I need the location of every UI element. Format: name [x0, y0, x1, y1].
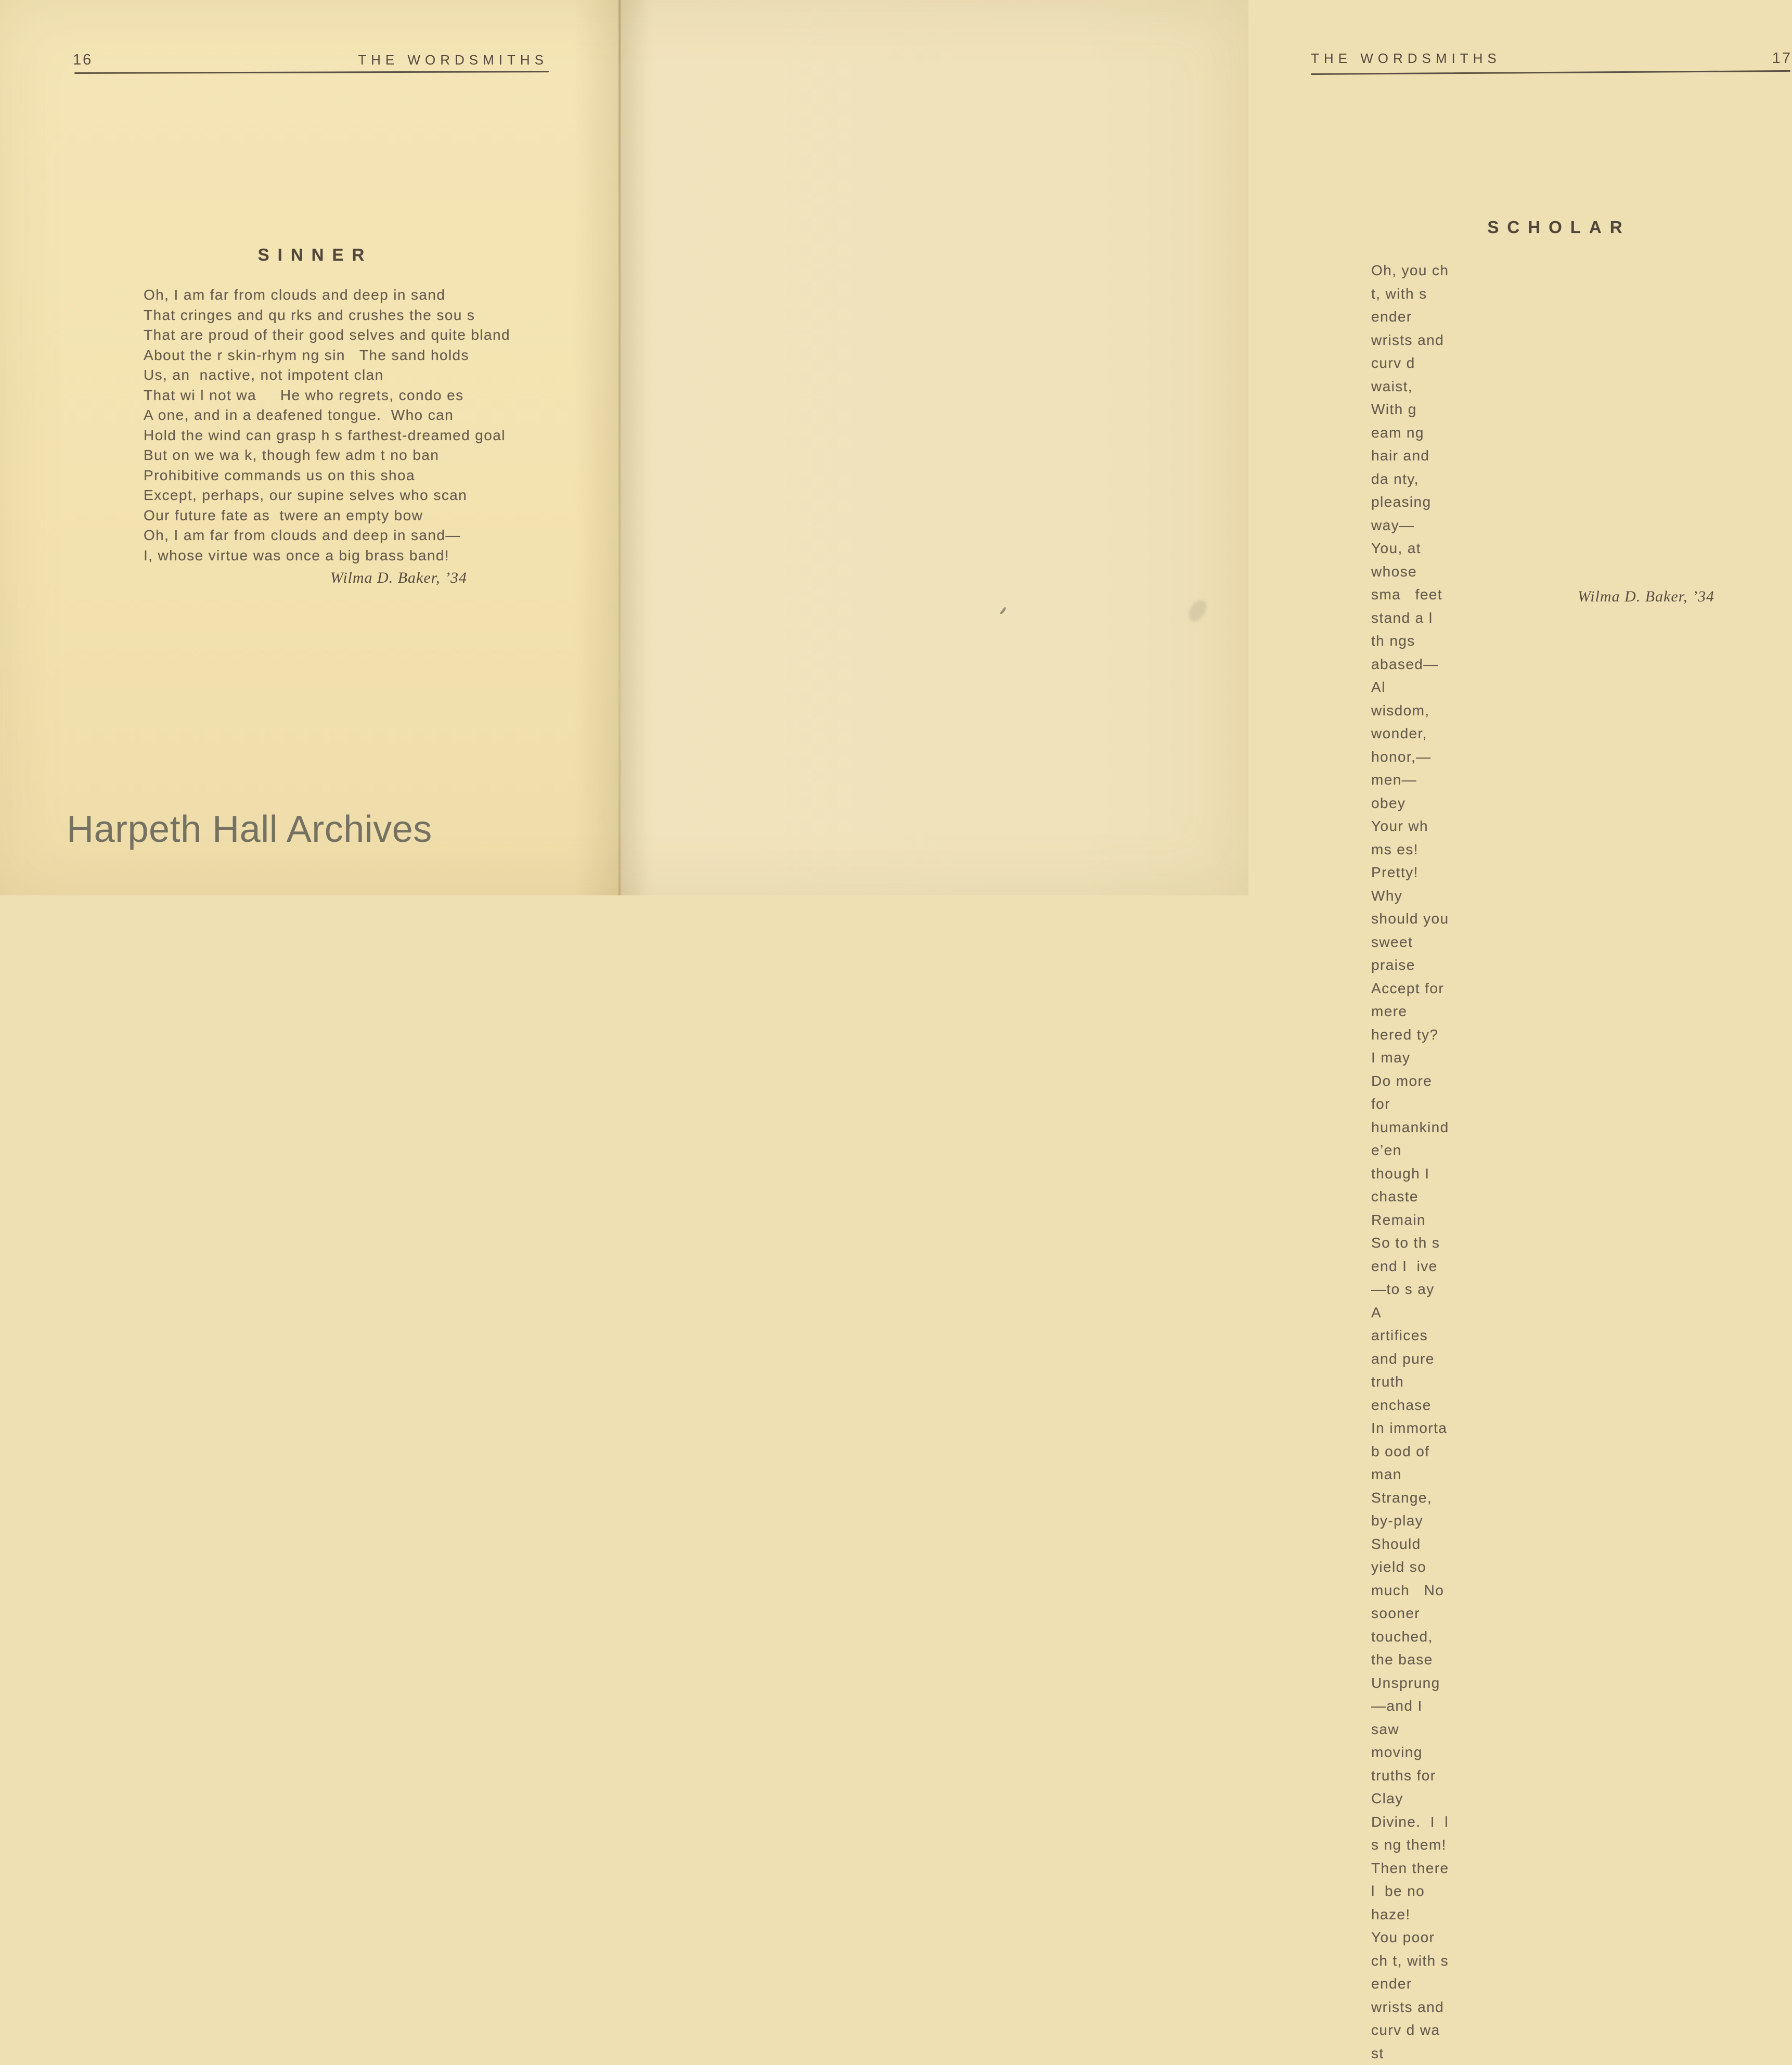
right-page-running-head	[1311, 50, 1792, 67]
poem-line: Hold the wind can grasp h s farthest-dreamed goal	[144, 427, 506, 443]
poem-line: Accept for mere hered ty? I may	[1371, 980, 1449, 1066]
page-left	[0, 0, 620, 895]
poem-line: Except, perhaps, our supine selves who scan	[144, 487, 468, 503]
poem-title-scholar: SCHOLAR	[1487, 217, 1631, 237]
poem-line: Oh, I am far from clouds and deep in sand	[144, 287, 446, 303]
poem-line: With g eam ng hair and da nty, pleasing way—	[1371, 401, 1436, 533]
poem-line: In immorta b ood of man Strange, by-play	[1371, 1420, 1457, 1529]
poem-line: But on we wa k, though few adm t no ban	[144, 447, 440, 463]
left-page-running-head	[73, 52, 548, 69]
poem-line: A one, and in a deafened tongue. Who can	[144, 407, 454, 423]
right-header-rule	[1311, 70, 1790, 75]
page-right	[620, 0, 1792, 2061]
left-header-rule	[74, 71, 549, 74]
poem-line: You poor ch t, with s ender wrists and curv d wa st	[1371, 1929, 1454, 2061]
poem-line: Oh, I am far from clouds and deep in sand—	[144, 527, 461, 543]
archive-watermark: Harpeth Hall Archives	[67, 809, 432, 850]
poem-scholar-body	[1371, 259, 1457, 2065]
poem-line: Should yield so much No sooner touched, the base	[1371, 1535, 1449, 1668]
poem-line: That are proud of their good selves and quite bland	[144, 327, 510, 343]
right-page-number: 17	[1772, 50, 1792, 67]
poem-line: Divine. I l s ng them! Then there l be no haze!	[1371, 1813, 1456, 1922]
gutter-shadow-right	[621, 0, 649, 895]
poem-line: That cringes and qu rks and crushes the sou s	[144, 306, 475, 323]
poem-line: Oh, you ch t, with s ender wrists and curv d waist,	[1371, 262, 1454, 394]
poem-line: About the r skin-rhym ng sin The sand holds	[144, 347, 469, 363]
poem-line: That wi l not wa He who regrets, condo es	[144, 387, 464, 403]
poem-sinner-attribution: Wilma D. Baker, ’34	[330, 569, 467, 586]
poem-line: Your wh ms es! Pretty! Why should you sweet praise	[1371, 818, 1454, 973]
poem-line: Unsprung—and I saw moving truths for Clay	[1371, 1674, 1441, 1806]
poem-line: Do more for humankind e’en though I chaste	[1371, 1072, 1454, 1204]
poem-sinner-body	[144, 285, 510, 566]
poem-scholar-attribution: Wilma D. Baker, ’34	[1577, 588, 1714, 605]
right-running-title: THE WORDSMITHS	[1311, 50, 1501, 66]
poem-line: A artifices and pure truth enchase	[1371, 1304, 1439, 1413]
poem-line: I, whose virtue was once a big brass band!	[144, 547, 449, 563]
left-running-title: THE WORDSMITHS	[358, 52, 548, 68]
left-page-number: 16	[73, 52, 93, 68]
poem-line: Remain So to th s end I ive—to s ay	[1371, 1211, 1445, 1297]
poem-line: You, at whose sma feet stand a l th ngs abased—	[1371, 540, 1448, 672]
poem-title-sinner: SINNER	[257, 245, 373, 264]
gutter-shadow-left	[574, 0, 618, 895]
poem-line: Our future fate as twere an empty bow	[144, 507, 423, 523]
poem-line: Al wisdom, wonder, honor,—men—obey	[1371, 679, 1435, 811]
poem-line: Us, an nactive, not impotent clan	[144, 367, 384, 383]
poem-line: Prohibitive commands us on this shoa	[144, 467, 415, 483]
book-spine-crease	[618, 0, 621, 895]
